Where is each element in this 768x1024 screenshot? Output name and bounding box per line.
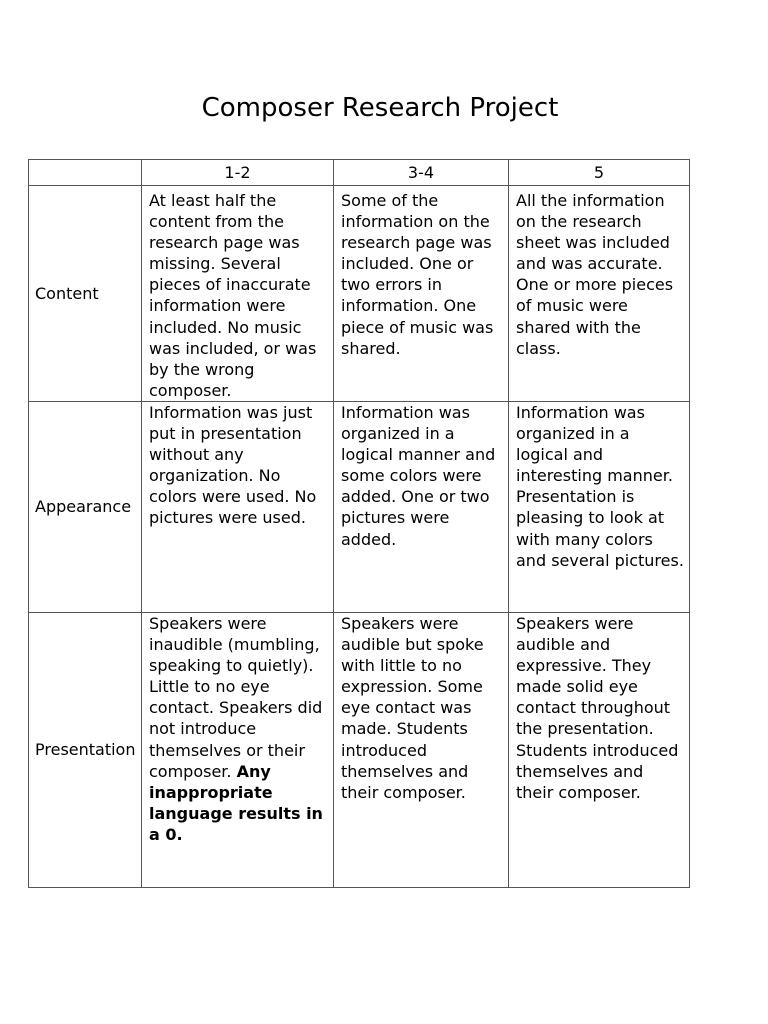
criterion-presentation: Presentation: [29, 612, 142, 887]
presentation-low-note: [149, 676, 329, 845]
page-title: Composer Research Project: [201, 93, 559, 123]
appearance-score-5-cell: Information was organized in a logical and interesting manner. Presentation is pleasing to look at with many colors and several pictures.: [509, 401, 690, 612]
rubric-table: [28, 159, 690, 888]
appearance-score-1-2-cell: Information was just put in presentation without any organization. No colors were used. No pictures were used.: [142, 401, 334, 612]
presentation-low-note-text: Little to no eye contact. Speakers did not introduce themselves or their composer.: [149, 677, 323, 781]
header-cell-score-3-4: 3-4: [334, 160, 509, 186]
criterion-appearance: Appearance: [29, 401, 142, 612]
table-header-row: [29, 160, 690, 186]
content-score-1-2-cell: At least half the content from the research page was missing. Several pieces of inaccurate information were included. No music was included, or was by the wrong composer.: [142, 186, 334, 402]
presentation-score-3-4-cell: Speakers were audible but spoke with little to no expression. Some eye contact was made. Students introduced themselves and their composer.: [334, 612, 509, 887]
criterion-content: Content: [29, 186, 142, 402]
header-cell-score-1-2: 1-2: [142, 160, 334, 186]
presentation-low-text: Speakers were inaudible (mumbling, speaking to quietly).: [149, 613, 320, 676]
table-row-presentation: [29, 612, 690, 887]
table-row-appearance: [29, 401, 690, 612]
presentation-score-5-cell: Speakers were audible and expressive. They made solid eye contact throughout the presentation. Students introduced themselves and their composer.: [509, 612, 690, 887]
presentation-score-1-2-cell: [142, 612, 334, 887]
content-score-3-4-cell: Some of the information on the research page was included. One or two errors in information. One piece of music was shared.: [334, 186, 509, 402]
presentation-low-bold-note: Any inappropriate language results in a 0.: [149, 761, 323, 844]
content-score-5-cell: All the information on the research sheet was included and was accurate. One or more pieces of music were shared with the class.: [509, 186, 690, 402]
table-row-content: [29, 186, 690, 402]
header-cell-blank: [29, 160, 142, 186]
header-cell-score-5: 5: [509, 160, 690, 186]
appearance-score-3-4-cell: Information was organized in a logical manner and some colors were added. One or two pictures were added.: [334, 401, 509, 612]
